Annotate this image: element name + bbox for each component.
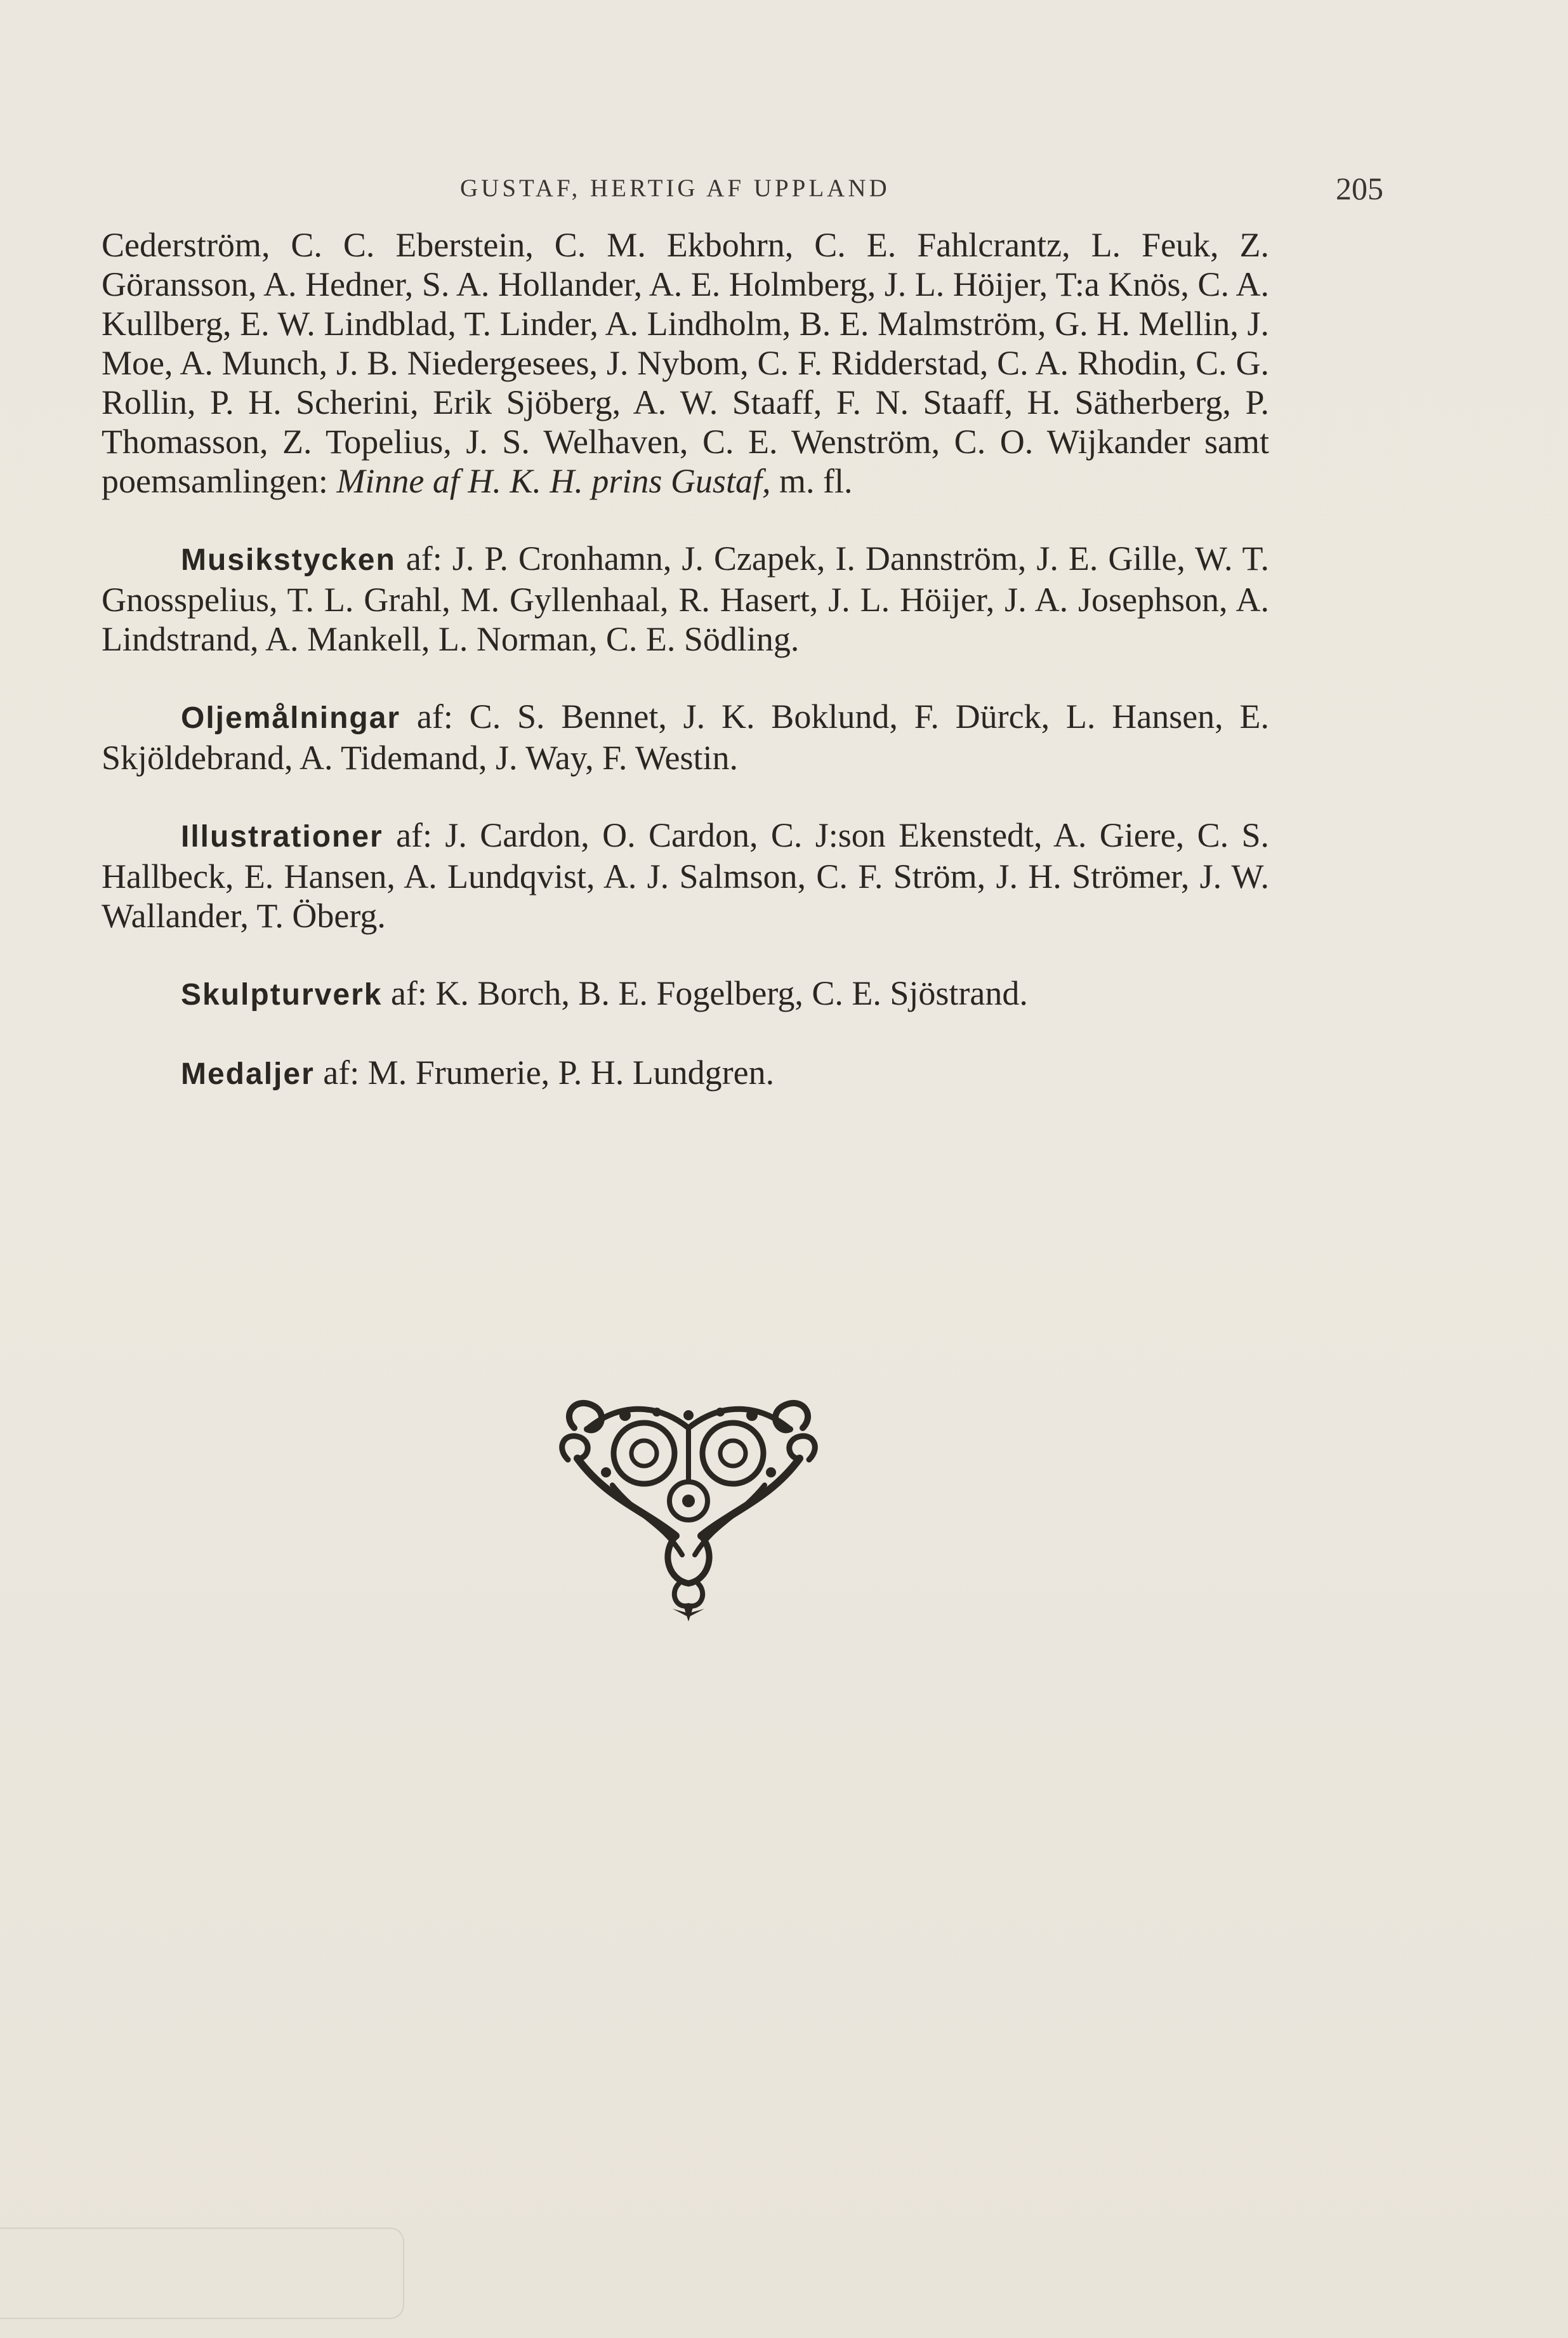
lead-word: Oljemålningar xyxy=(181,701,401,735)
page-number: 205 xyxy=(1336,171,1383,206)
lead-word: Illustrationer xyxy=(181,820,383,854)
paragraph-text: af: J. Cardon, O. Cardon, C. J:son Ekenstedt, A. Giere, C. S. Hallbeck, E. Hansen, A. Lundqvist, A. J. Salmson, C. F. Ström, J. H. Strömer, J. W. Wallander, T. Öberg. xyxy=(102,816,1269,935)
paragraph-text: af: M. Frumerie, P. H. Lundgren. xyxy=(314,1053,775,1092)
running-title: GUSTAF, HERTIG AF UPPLAND xyxy=(460,175,890,202)
paragraph-tail: m. fl. xyxy=(770,462,853,500)
page-tab-outline xyxy=(0,2228,404,2319)
lead-word: Skulpturverk xyxy=(181,978,383,1012)
italic-title: Minne af H. K. H. prins Gustaf, xyxy=(336,462,771,500)
text-block xyxy=(102,225,1269,1094)
paragraph-text: af: J. P. Cronhamn, J. Czapek, I. Dannström, J. E. Gille, W. T. Gnosspelius, T. L. Grahl, M. Gyllenhaal, R. Hasert, J. L. Höijer, J. A. Josephson, A. Lindstrand, A. Mankell, L. Norman, C. E. Södling. xyxy=(102,539,1269,658)
lead-word: Medaljer xyxy=(181,1057,315,1091)
paragraph-skulpturverk xyxy=(102,974,1269,1015)
paragraph-musikstycken xyxy=(102,539,1269,659)
paragraph-oljemalningar xyxy=(102,697,1269,777)
paragraph-text: Cederström, C. C. Eberstein, C. M. Ekbohrn, C. E. Fahlcrantz, L. Feuk, Z. Göransson, A. Hedner, S. A. Hollander, A. E. Holmberg, J. L. Höijer, T:a Knös, C. A. Kullberg, E. W. Lindblad, T. Linder, A. Lindholm, B. E. Malmström, G. H. Mellin, J. Moe, A. Munch, J. B. Niedergesees, J. Nybom, C. F. Ridderstad, C. A. Rhodin, C. G. Rollin, P. H. Scherini, Erik Sjöberg, A. W. Staaff, F. N. Staaff, H. Sätherberg, P. Thomasson, Z. Topelius, J. S. Welhaven, C. E. Wenström, C. O. Wijkander samt poemsamlingen: xyxy=(102,226,1269,500)
paragraph-medaljer xyxy=(102,1053,1269,1094)
paragraph-names-continued xyxy=(102,225,1269,501)
paragraph-text: af: C. S. Bennet, J. K. Boklund, F. Dürck, L. Hansen, E. Skjöldebrand, A. Tidemand, J. Way, F. Westin. xyxy=(102,697,1269,777)
running-head xyxy=(102,170,1453,208)
paragraph-illustrationer xyxy=(102,816,1269,935)
paragraph-text: af: K. Borch, B. E. Fogelberg, C. E. Sjöstrand. xyxy=(382,974,1028,1012)
floral-vignette-icon xyxy=(549,1390,828,1625)
lead-word: Musikstycken xyxy=(181,543,396,577)
